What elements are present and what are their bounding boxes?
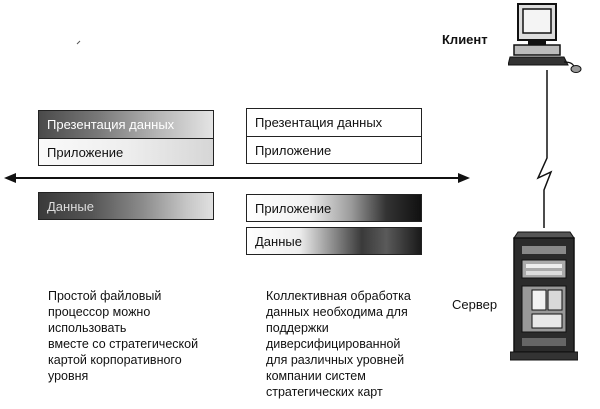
- scan-mark: [77, 41, 80, 44]
- boundary-arrow-left-head: [4, 173, 16, 183]
- client-server-link: [538, 70, 551, 228]
- left-caption-line: Простой файловый: [48, 289, 162, 303]
- boundary-arrow-right-head: [458, 173, 470, 183]
- client-label: Клиент: [442, 32, 488, 47]
- right-caption-line: диверсифицированной: [266, 337, 401, 351]
- client-computer-icon: [508, 2, 588, 74]
- right-caption-line: компании систем: [266, 369, 366, 383]
- server-label: Сервер: [452, 297, 498, 312]
- left-caption: [48, 288, 198, 384]
- right-presentation-layer: Презентация данных: [246, 108, 422, 136]
- server-tower-icon: [510, 228, 578, 362]
- left-presentation-layer: Презентация данных: [38, 110, 214, 138]
- right-data-layer: Данные: [246, 227, 422, 255]
- right-application-bottom-layer: Приложение: [246, 194, 422, 222]
- right-caption-line: для различных уровней: [266, 353, 405, 367]
- left-application-layer: Приложение: [38, 138, 214, 166]
- right-caption: [266, 288, 411, 400]
- right-caption-line: стратегических карт: [266, 385, 383, 399]
- left-caption-line: уровня: [48, 369, 89, 383]
- left-caption-line: картой корпоративного: [48, 353, 182, 367]
- left-data-layer: Данные: [38, 192, 214, 220]
- right-caption-line: данных необходима для: [266, 305, 408, 319]
- right-caption-line: Коллективная обработка: [266, 289, 411, 303]
- left-caption-line: процессор можно: [48, 305, 151, 319]
- left-caption-line: вместе со стратегической: [48, 337, 199, 351]
- right-caption-line: поддержки: [266, 321, 329, 335]
- left-caption-line: использовать: [48, 321, 127, 335]
- right-application-top-layer: Приложение: [246, 136, 422, 164]
